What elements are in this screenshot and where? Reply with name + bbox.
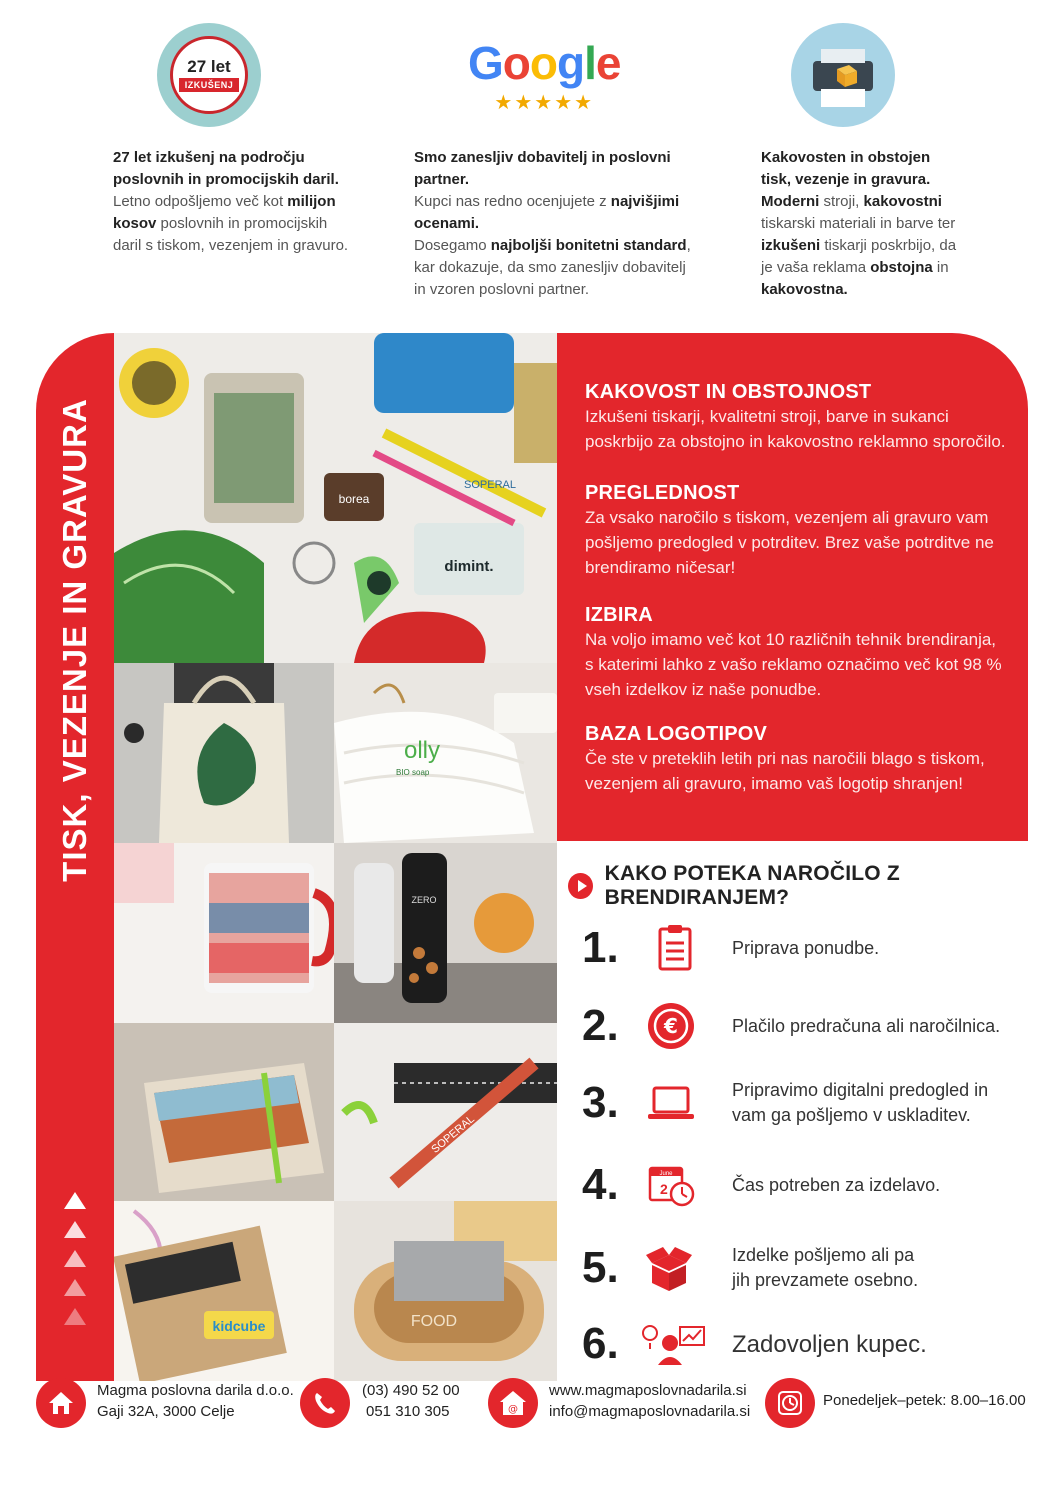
arrow-up-icon (64, 1308, 86, 1325)
arrow-up-icon (64, 1279, 86, 1296)
euro-icon (646, 1001, 696, 1051)
calendar-clock-icon (646, 1160, 696, 1210)
phone-2[interactable]: 051 310 305 (366, 1403, 450, 1420)
laptop-icon (646, 1078, 696, 1128)
decorative-arrows (64, 1192, 86, 1337)
photo-bottles (334, 843, 557, 1023)
photo-tote-bag (114, 663, 334, 843)
pen-label: SOPERAL (464, 479, 516, 491)
play-icon (568, 873, 593, 899)
info-transparency: PREGLEDNOST Za vsako naročilo s tiskom, vezenjem ali gravuro vam pošljemo predogled v potrditev. Brez vaše potrditve ne brendiramo ničesar! (585, 482, 994, 577)
google-text: Smo zanesljiv dobavitelj in poslovni partner. Kupci nas redno ocenjujete z najvišjimi ocenami. Dosegamo najboljši bonitetni standard, kar dokazuje, da smo zanesljiv dobavitelj in vzoren poslovni partner. (414, 149, 691, 298)
grater-label: FOOD (410, 1313, 458, 1330)
step-1: 1. Priprava ponudbe. (582, 923, 880, 972)
footer-phones (362, 1380, 460, 1422)
phone-1[interactable]: (03) 490 52 00 (362, 1382, 460, 1399)
info-logo-base-title: BAZA LOGOTIPOV (585, 723, 768, 745)
arrow-up-icon (64, 1250, 86, 1267)
arrow-up-icon (64, 1192, 86, 1209)
website-link[interactable]: www.magmaposlovnadarila.si (549, 1382, 747, 1399)
experience-badge: 27 let IZKUŠENJ (157, 23, 261, 127)
photo-notebook (114, 1023, 334, 1201)
step-2: 2. € Plačilo predračuna ali naročilnica. (582, 1001, 1001, 1050)
email-link[interactable]: info@magmaposlovnadarila.si (549, 1403, 751, 1420)
photo-grater (334, 1201, 557, 1381)
bottle-label: ZERO (411, 895, 437, 905)
info-quality-title: KAKOVOST IN OBSTOJNOST (585, 381, 872, 403)
step-4: 4. June 2 Čas potreben za izdelavo. (582, 1160, 941, 1209)
info-transparency-title: PREGLEDNOST (585, 482, 740, 504)
info-quality: KAKOVOST IN OBSTOJNOST Izkušeni tiskarji, kvalitetni stroji, barve in sukanci poskrbijo za obstojno in kakovostno reklamno sporočilo. (585, 381, 1006, 451)
photo-towel (334, 663, 557, 843)
towel-brand: olly (404, 737, 441, 764)
experience-text: 27 let izkušenj na področju poslovnih in promocijskih daril. Letno odpošljemo več kot milijon kosov poslovnih in promocijskih daril s tiskom, vezenjem in gravuro. (113, 149, 349, 254)
box-icon (644, 1243, 694, 1293)
printer-icon (791, 23, 895, 127)
footer-hours: Ponedeljek–petek: 8.00–16.00 (823, 1392, 1026, 1409)
home-icon (36, 1378, 86, 1428)
svg-text:June: June (659, 1171, 673, 1177)
key-tag-label: borea (338, 492, 370, 506)
steps-heading: KAKO POTEKA NAROČILO Z BRENDIRANJEM? (568, 862, 1064, 910)
info-logo-base: BAZA LOGOTIPOV Če ste v preteklih letih pri nas naročili blago s tiskom, vezenjem ali gravuro, imamo vaš logotip shranjen! (585, 723, 985, 793)
footer-address: Magma poslovna darila d.o.o. Gaji 32A, 3000 Celje (97, 1382, 294, 1420)
photo-mug (114, 843, 334, 1023)
svg-text:€: € (664, 1014, 678, 1038)
info-choice-title: IZBIRA (585, 604, 653, 626)
step-3: 3. Pripravimo digitalni predogled in vam ga pošljemo v uskladitev. (582, 1078, 989, 1127)
happy-customer-icon (638, 1319, 708, 1369)
crayon-brand: kidcube (212, 1318, 266, 1334)
step-5: 5. Izdelke pošljemo ali pa jih prevzamete osebno. (582, 1243, 919, 1292)
svg-text:2: 2 (660, 1181, 668, 1197)
info-choice: IZBIRA Na voljo imamo več kot 10 različnih tehnik brendiranja, s katerimi lahko z vašo reklamo označimo več kot 98 % vseh izdelkov iz naše ponudbe. (585, 604, 1002, 699)
google-logo: Google ★★★★★ (468, 37, 621, 114)
vertical-title: TISK, VEZENJE IN GRAVURA (56, 398, 93, 882)
phone-icon (300, 1378, 350, 1428)
pen-brand: SOPERAL (429, 1113, 477, 1156)
photo-pen (334, 1023, 557, 1201)
clipboard-icon (650, 923, 700, 973)
photo-promo-items (114, 333, 557, 663)
print-quality-text: Kakovosten in obstojen tisk, vezenje in gravura. Moderni stroji, kakovostni tiskarski materiali in barve ter izkušeni tiskarji poskrbijo, da je vaša reklama obstojna in kakovostna. (761, 149, 957, 298)
svg-text:@: @ (508, 1404, 518, 1415)
clock-icon (765, 1378, 815, 1428)
step-6: 6. Zadovoljen kupec. (582, 1319, 927, 1368)
contact-house-icon (488, 1378, 538, 1428)
footer-web (549, 1380, 750, 1422)
arrow-up-icon (64, 1221, 86, 1238)
rating-stars: ★★★★★ (494, 92, 595, 114)
card-label: dimint. (444, 558, 494, 575)
towel-brand-sub: BIO soap (396, 768, 430, 777)
photo-crayons (114, 1201, 334, 1381)
